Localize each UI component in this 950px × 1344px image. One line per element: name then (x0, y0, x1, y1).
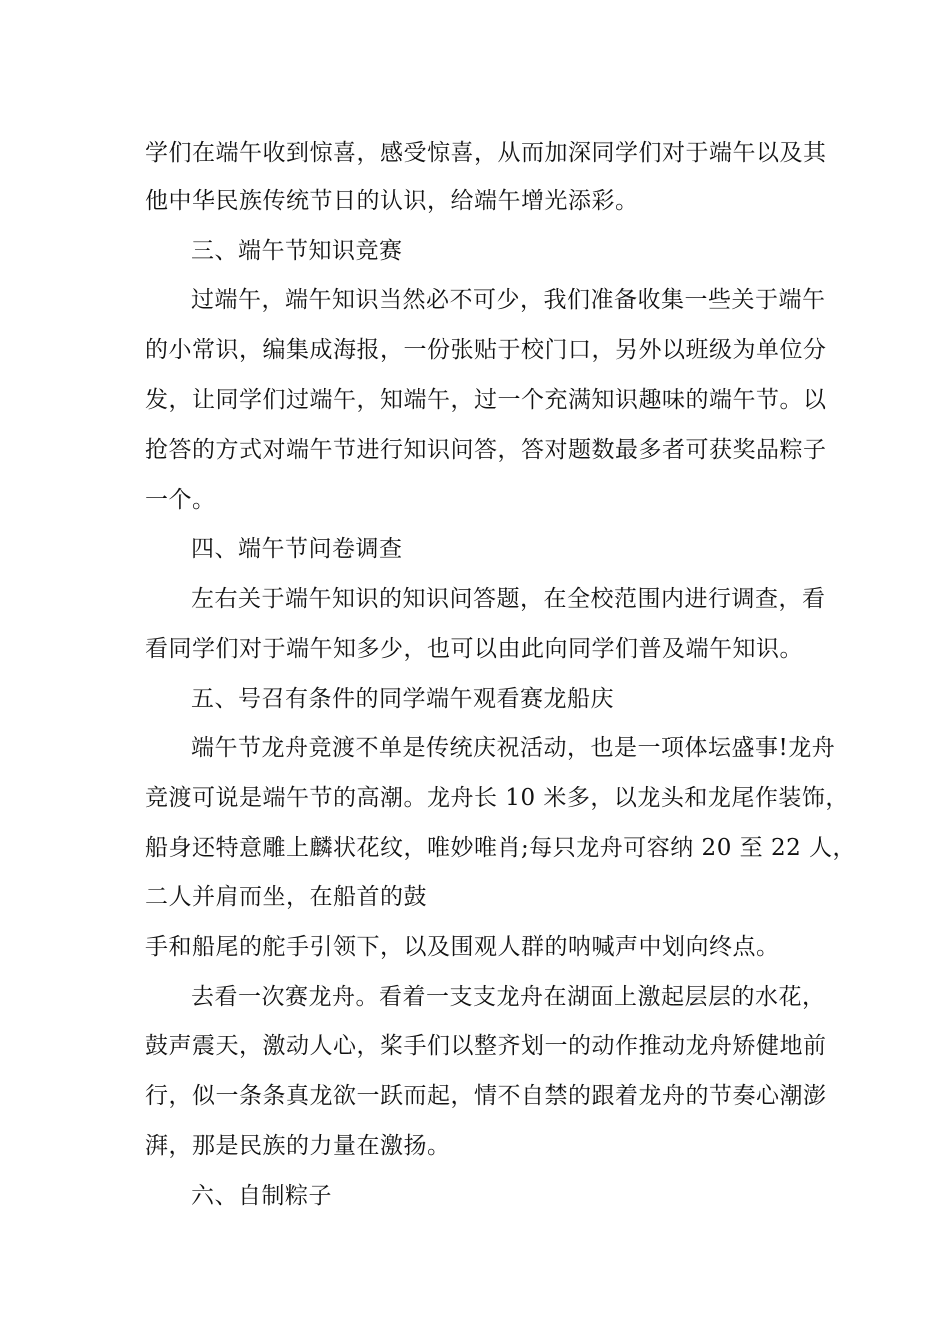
text-line: 手和船尾的舵手引领下，以及围观人群的呐喊声中划向终点。 (145, 934, 780, 960)
text-line: 湃，那是民族的力量在激扬。 (145, 1133, 451, 1159)
section-heading: 四、端午节问卷调查 (191, 536, 403, 562)
section-heading: 六、自制粽子 (191, 1183, 332, 1209)
text-line: 过端午，端午知识当然必不可少，我们准备收集一些关于端午 (191, 287, 826, 313)
text-line: 一个。 (145, 487, 216, 513)
text-line: 鼓声震天，激动人心，桨手们以整齐划一的动作推动龙舟矫健地前 (145, 1033, 827, 1059)
text-line: 去看一次赛龙舟。看着一支支龙舟在湖面上激起层层的水花， (191, 984, 826, 1010)
section-heading: 五、号召有条件的同学端午观看赛龙船庆 (191, 686, 614, 712)
text-line: 左右关于端午知识的知识问答题，在全校范围内进行调查，看 (191, 586, 826, 612)
text-line: 行，似一条条真龙欲一跃而起，情不自禁的跟着龙舟的节奏心潮澎 (145, 1083, 827, 1109)
text-line: 竞渡可说是端午节的高潮。龙舟长 10 米多，以龙头和龙尾作装饰， (145, 785, 849, 811)
text-line: 船身还特意雕上麟状花纹，唯妙唯肖;每只龙舟可容纳 20 至 22 人， (145, 835, 857, 861)
text-line: 他中华民族传统节日的认识，给端午增光添彩。 (145, 188, 639, 214)
text-line: 发，让同学们过端午，知端午，过一个充满知识趣味的端午节。以 (145, 387, 827, 413)
text-line: 端午节龙舟竞渡不单是传统庆祝活动，也是一项体坛盛事!龙舟 (191, 735, 836, 761)
text-line: 的小常识，编集成海报，一份张贴于校门口，另外以班级为单位分 (145, 337, 827, 363)
text-line: 二人并肩而坐，在船首的鼓 (145, 884, 427, 910)
text-line: 学们在端午收到惊喜，感受惊喜，从而加深同学们对于端午以及其 (145, 140, 827, 166)
text-line: 抢答的方式对端午节进行知识问答，答对题数最多者可获奖品粽子 (145, 437, 827, 463)
section-heading: 三、端午节知识竞赛 (191, 238, 403, 264)
text-line: 看同学们对于端午知多少，也可以由此向同学们普及端午知识。 (145, 636, 803, 662)
